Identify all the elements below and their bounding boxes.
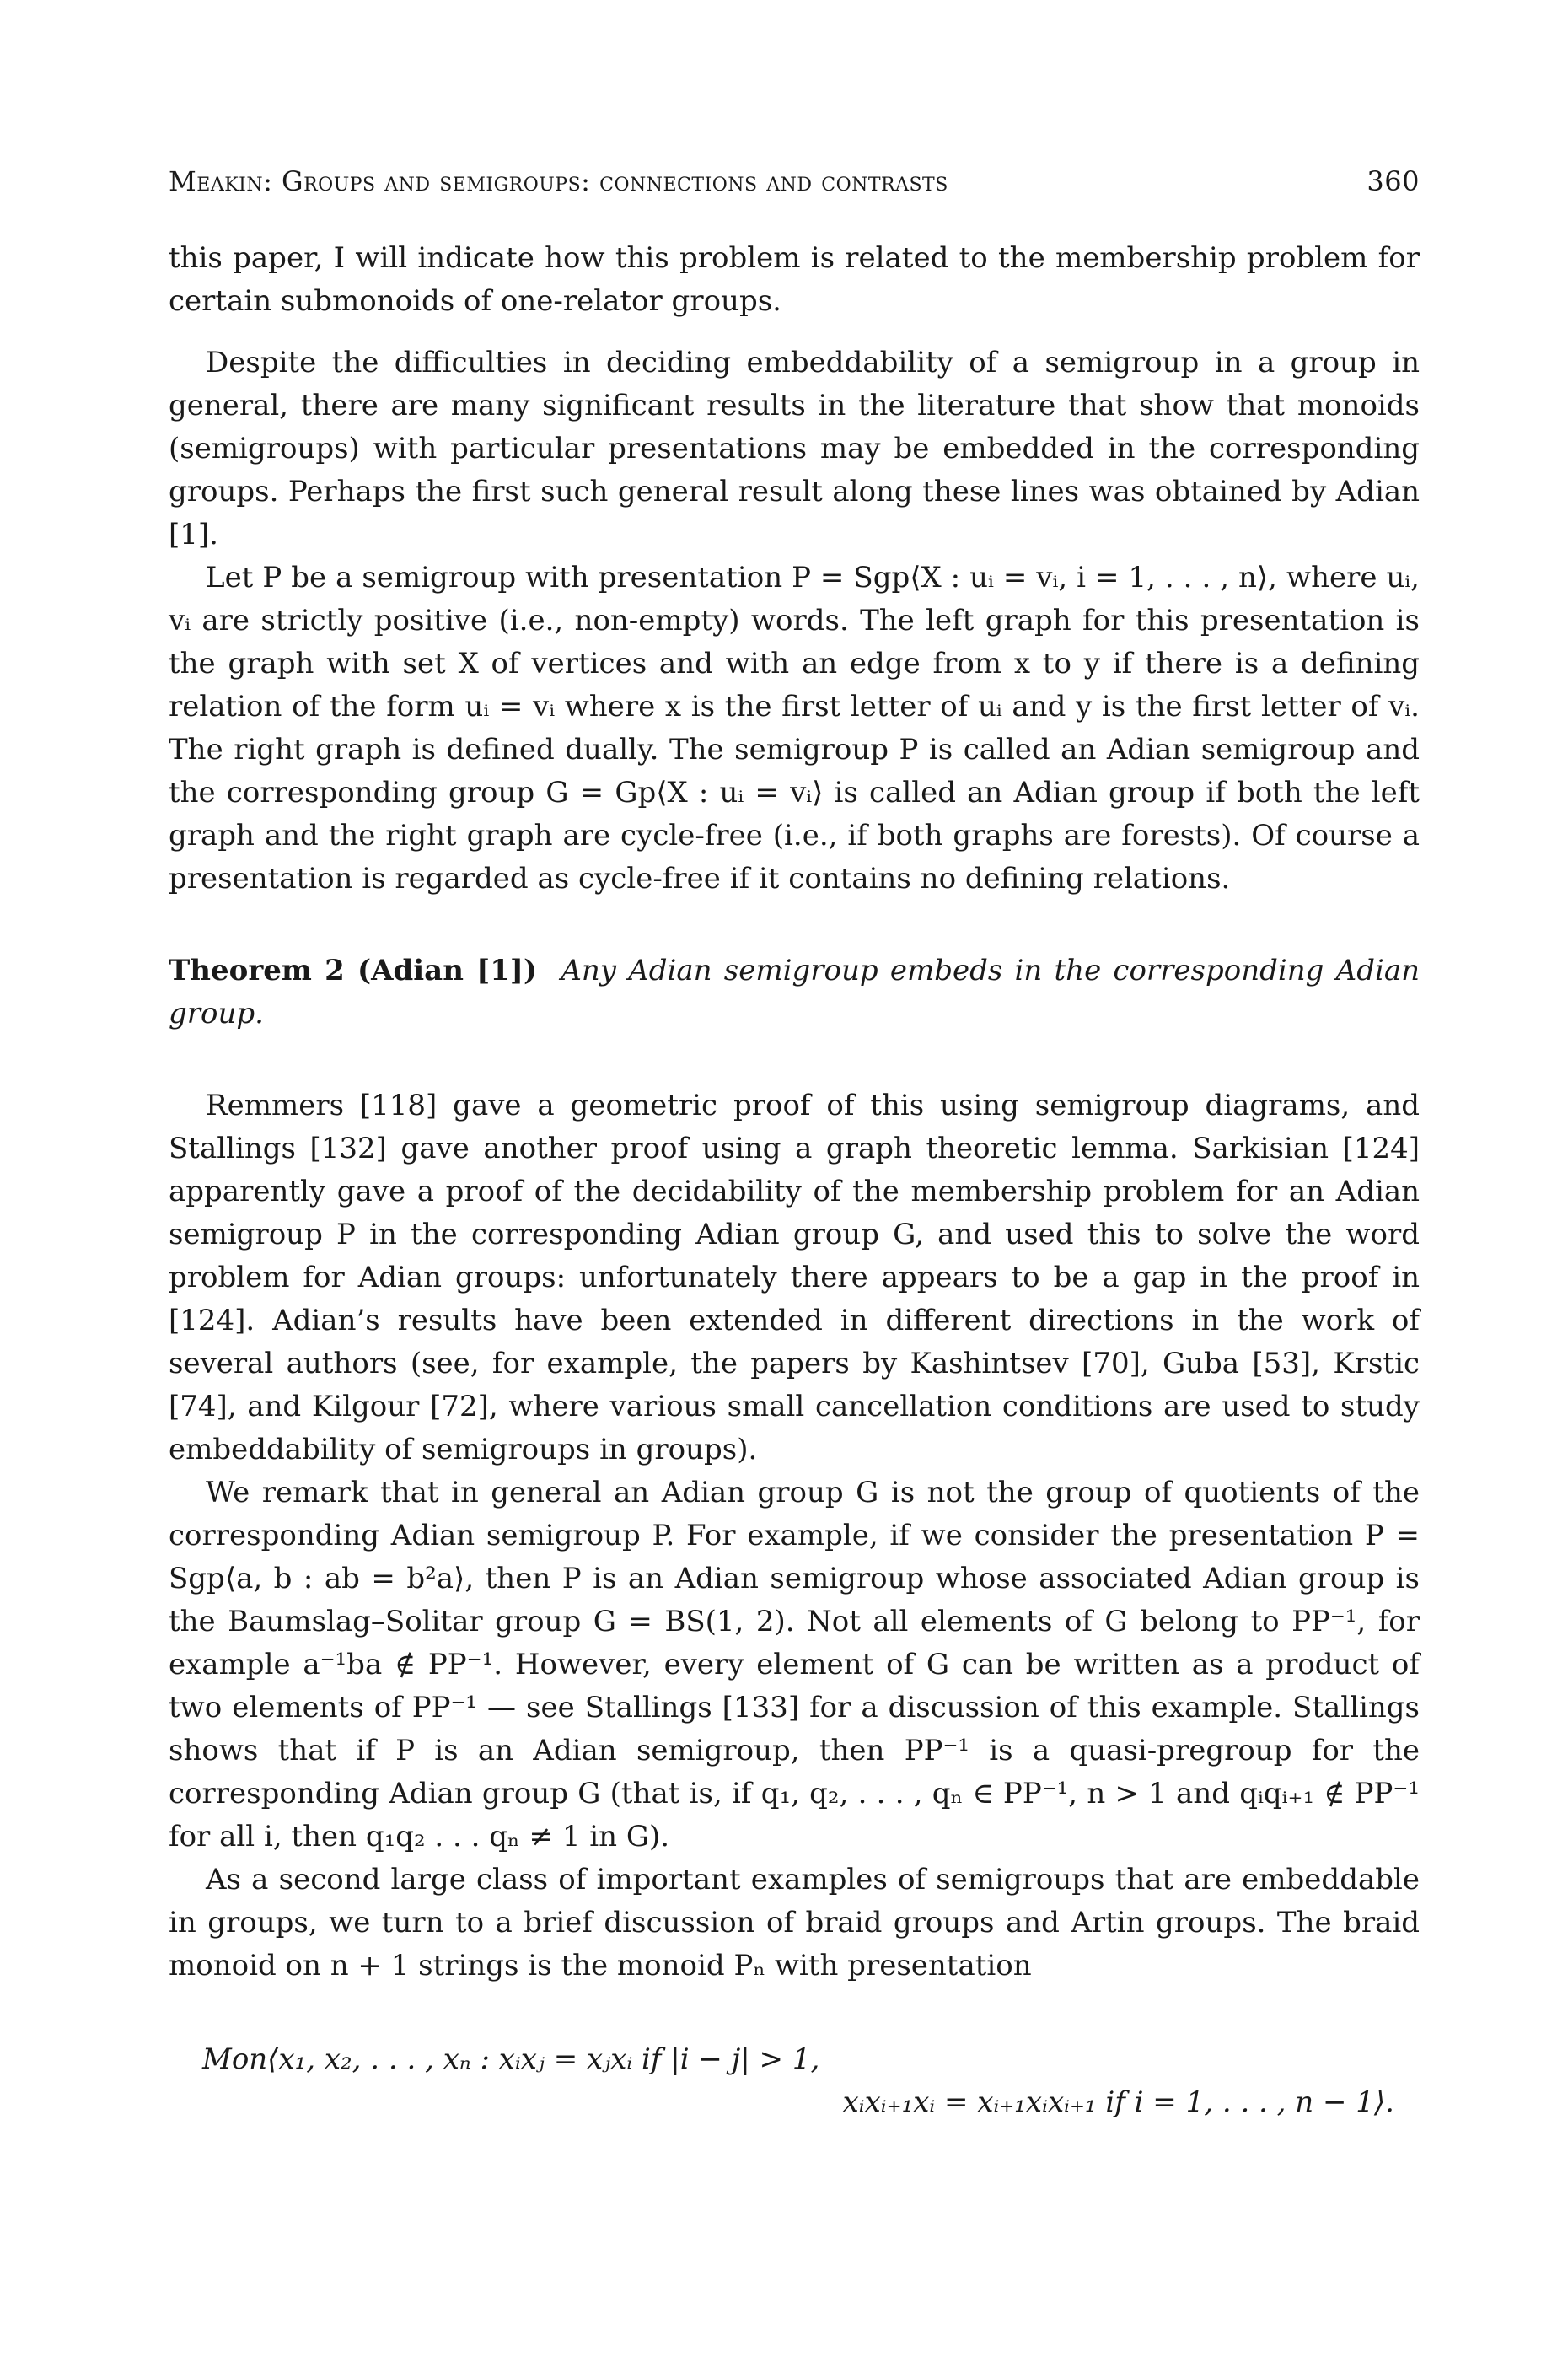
running-title: Meakin: Groups and semigroups: connections and contrasts [169,165,948,197]
running-header [169,160,1420,203]
paragraph-2: Despite the difficulties in deciding embeddability of a semigroup in a group in general, there are many significant results in the literature that show that monoids (semigroups) with particular presentations may be embedded in the corresponding groups. Perhaps the first such general result along these lines was obtained by Adian [1]. [169,346,1420,551]
display-equation-line-1: Mon⟨x₁, x₂, . . . , xₙ : xᵢxⱼ = xⱼxᵢ if |i − j| > 1, [202,2042,820,2076]
theorem-heading: Theorem 2 (Adian [1]) [169,954,538,987]
display-equation-line-2: xᵢxᵢ₊₁xᵢ = xᵢ₊₁xᵢxᵢ₊₁ if i = 1, . . . , n − 1⟩. [842,2085,1394,2119]
paragraph-3: Let P be a semigroup with presentation P = Sgp⟨X : uᵢ = vᵢ, i = 1, . . . , n⟩, where uᵢ, vᵢ are strictly positive (i.e., non-empty) words. The left graph for this presentation is the graph with set X of vertices and with an edge from x to y if there is a defining relation of the form uᵢ = vᵢ where x is the first letter of uᵢ and y is the first letter of vᵢ. The right graph is defined dually. The semigroup P is called an Adian semigroup and the corresponding group G = Gp⟨X : uᵢ = vᵢ⟩ is called an Adian group if both the left graph and the right graph are cycle-free (i.e., if both graphs are forests). Of course a presentation is regarded as cycle-free if it contains no defining relations. [169,561,1420,896]
page-number: 360 [1367,165,1420,197]
paragraph-5: We remark that in general an Adian group G is not the group of quotients of the corresponding Adian semigroup P. For example, if we consider the presentation P = Sgp⟨a, b : ab = b²a⟩, then P is an Adian semigroup whose associated Adian group is the Baumslag–Solitar group G = BS(1, 2). Not all elements of G belong to PP⁻¹, for example a⁻¹ba ∉ PP⁻¹. However, every element of G can be written as a product of two elements of PP⁻¹ — see Stallings [133] for a discussion of this example. Stallings shows that if P is an Adian semigroup, then PP⁻¹ is a quasi-pregroup for the corresponding Adian group G (that is, if q₁, q₂, . . . , qₙ ∈ PP⁻¹, n > 1 and qᵢqᵢ₊₁ ∉ PP⁻¹ for all i, then q₁q₂ . . . qₙ ≠ 1 in G). [169,1476,1420,1853]
paragraph-4: Remmers [118] gave a geometric proof of this using semigroup diagrams, and Stallings [132] gave another proof using a graph theoretic lemma. Sarkisian [124] apparently gave a proof of the decidability of the membership problem for an Adian semigroup P in the corresponding Adian group G, and used this to solve the word problem for Adian groups: unfortunately there appears to be a gap in the proof in [124]. Adian’s results have been extended in different directions in the work of several authors (see, for example, the papers by Kashintsev [70], Guba [53], Krstic [74], and Kilgour [72], where various small cancellation conditions are used to study embeddability of semigroups in groups). [169,1089,1420,1466]
paragraph-1: this paper, I will indicate how this problem is related to the membership problem for certain submonoids of one-relator groups. [169,241,1420,318]
theorem-2 [169,950,1420,1036]
paper-page [169,160,1420,2124]
theorem-statement: Any Adian semigroup embeds in the corresponding Adian group. [169,954,1420,1030]
braid-monoid-presentation [169,2038,1420,2124]
paragraph-6: As a second large class of important examples of semigroups that are embeddable in groups, we turn to a brief discussion of braid groups and Artin groups. The braid monoid on n + 1 strings is the monoid Pₙ with presentation [169,1863,1420,1983]
